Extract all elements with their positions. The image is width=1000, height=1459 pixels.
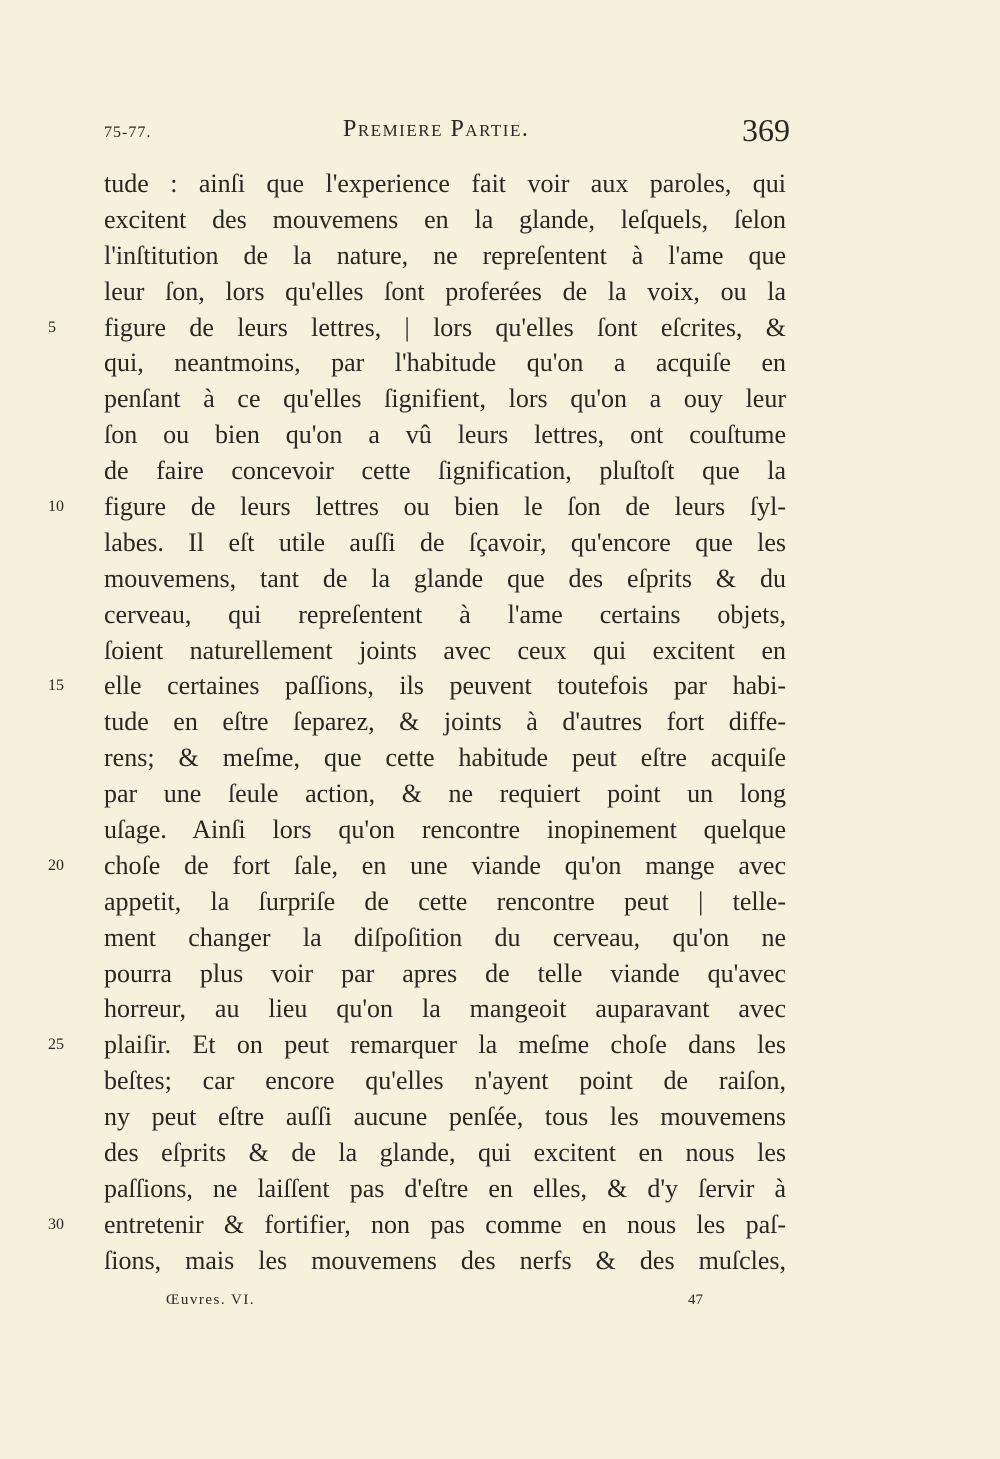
text-line [48,1207,786,1243]
text-line [48,489,786,525]
line-text: labes. Il eſt utile auſſi de ſçavoir, qu'encore que les [104,527,786,557]
text-line [48,1027,786,1063]
text-line [104,956,786,992]
line-text: pourra plus voir par apres de telle viande qu'avec [104,958,786,988]
page-footer [0,1292,1000,1316]
text-line [104,704,786,740]
line-text: qui, neantmoins, par l'habitude qu'on a acquiſe en [104,348,786,378]
text-line [104,561,786,597]
text-line [104,991,786,1027]
text-line [104,1135,786,1171]
line-text: figure de leurs lettres, | lors qu'elles ſont eſcrites, & [104,312,786,342]
line-text: rens; & meſme, que cette habitude peut eſtre acquiſe [104,743,786,773]
line-text: cerveau, qui repreſentent à l'ame certains objets, [104,599,786,629]
line-text: tude : ainſi que l'experience fait voir aux paroles, qui [104,169,786,198]
line-text: l'inſtitution de la nature, ne repreſentent à l'ame que [104,240,786,270]
sheet-number: 47 [688,1292,703,1308]
text-line [104,884,786,920]
line-text: leur ſon, lors qu'elles ſont proferées de la voix, ou la [104,276,786,306]
text-line [104,453,786,489]
text-line [104,1171,786,1207]
line-number: 25 [48,1036,64,1054]
line-text: excitent des mouvemens en la glande, leſquels, ſelon [104,204,786,234]
text-line [104,417,786,453]
text-line [104,597,786,633]
line-text: ſions, mais les mouvemens des nerfs & des muſcles, [104,1245,786,1275]
text-line [104,381,786,417]
signature-mark: Œuvres. VI. [166,1292,256,1308]
text-line [104,1243,786,1279]
line-text: de faire concevoir cette ſignification, pluſtoſt que la [104,456,786,486]
line-text: beſtes; car encore qu'elles n'ayent point de raiſon, [104,1066,786,1096]
line-text: penſant à ce qu'elles ſignifient, lors qu'on a ouy leur [104,384,786,414]
line-text: horreur, au lieu qu'on la mangeoit auparavant avec [104,994,786,1024]
text-line [48,310,786,346]
line-text: uſage. Ainſi lors qu'on rencontre inopinement quelque [104,815,786,845]
line-text: choſe de fort ſale, en une viande qu'on mange avec [104,850,786,880]
page-number: 369 [742,112,790,148]
text-line [104,740,786,776]
line-text: des eſprits & de la glande, qui excitent en nous les [104,1138,786,1168]
line-text: appetit, la ſurpriſe de cette rencontre peut | telle- [104,886,786,916]
text-line [104,920,786,956]
text-line [104,345,786,381]
text-line [104,812,786,848]
line-text: paſſions, ne laiſſent pas d'eſtre en elles, & d'y ſervir à [104,1173,786,1203]
line-text: entretenir & fortifier, non pas comme en nous les paſ- [104,1209,786,1239]
running-title: Premiere Partie. [343,116,530,142]
text-line [48,848,786,884]
line-text: mouvemens, tant de la glande que des eſprits & du [104,563,786,593]
line-text: ny peut eſtre auſſi aucune penſée, tous les mouvemens [104,1102,786,1132]
body-text [48,166,786,1279]
running-head [0,112,1000,152]
line-text: plaiſir. Et on peut remarquer la meſme choſe dans les [104,1030,786,1060]
text-line [104,776,786,812]
line-number: 20 [48,856,64,874]
line-text: elle certaines paſſions, ils peuvent toutefois par habi- [104,671,786,701]
text-line [104,166,786,202]
text-line [104,274,786,310]
line-number: 10 [48,498,64,516]
page-range: 75-77. [104,124,152,141]
text-line [104,202,786,238]
line-text: par une ſeule action, & ne requiert point un long [104,779,786,809]
line-text: ſon ou bien qu'on a vû leurs lettres, ont couſtume [104,420,786,450]
line-number: 5 [48,318,56,336]
line-text: tude en eſtre ſeparez, & joints à d'autres fort diffe- [104,707,786,737]
text-line [104,1099,786,1135]
line-number: 15 [48,677,64,695]
line-text: ſoient naturellement joints avec ceux qui excitent en [104,635,786,665]
text-line [104,633,786,669]
line-number: 30 [48,1215,64,1233]
text-line [104,525,786,561]
text-line [104,238,786,274]
text-line [104,1063,786,1099]
line-text: figure de leurs lettres ou bien le ſon de leurs ſyl- [104,492,786,522]
text-line [48,668,786,704]
line-text: ment changer la diſpoſition du cerveau, qu'on ne [104,922,786,952]
